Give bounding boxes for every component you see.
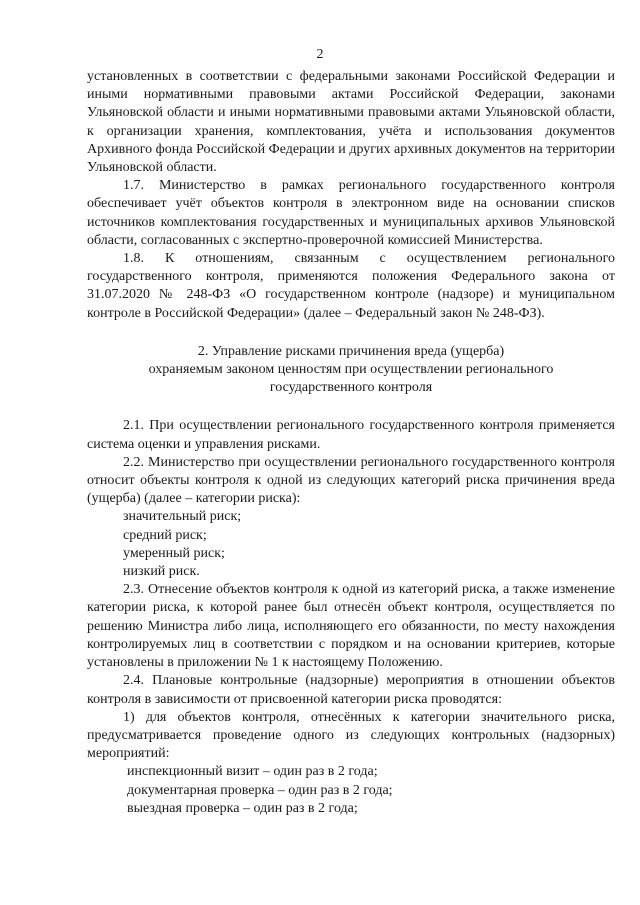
- section-heading-line-2: охраняемым законом ценностям при осуществлении регионального: [148, 362, 554, 378]
- paragraph-2-2: 2.2. Министерство при осуществлении регионального государственного контроля относит объекты контроля к одной из следующих категорий риска причинения вреда (ущерба) (далее – категории риска):: [87, 454, 615, 507]
- risk-level-item: низкий риск.: [123, 564, 200, 580]
- event-item: документарная проверка – один раз в 2 года;: [127, 782, 393, 798]
- section-heading-line-3: государственного контроля: [269, 380, 433, 396]
- paragraph-2-3: 2.3. Отнесение объектов контроля к одной из категорий риска, а также изменение категории риска, к которой ранее был отнесён объект контроля, осуществляется по решению Министра либо лица, исполняющего его обязанности, по месту нахождения контролируемых лиц в соответствии с порядком и на основании критериев, которые установлены в приложении № 1 к настоящему Положению.: [87, 582, 615, 671]
- page-number: 2: [316, 47, 324, 62]
- paragraph-intro: установленных в соответствии с федеральными законами Российской Федерации и иными нормативными правовыми актами Российской Федерации, законами Ульяновской области и иными нормативными правовыми актами Ульяновской области, к организации хранения, комплектования, учёта и использования документов Архивного фонда Российской Федерации и других архивных документов на территории Ульяновской области.: [87, 69, 615, 176]
- event-item: инспекционный визит – один раз в 2 года;: [127, 764, 378, 780]
- section-heading: [87, 343, 615, 398]
- paragraph-2-1: 2.1. При осуществлении регионального государственного контроля применяется система оценки и управления рисками.: [87, 418, 615, 452]
- event-item: выездная проверка – один раз в 2 года;: [127, 800, 358, 816]
- section-heading-line-1: 2. Управление рисками причинения вреда (ущерба): [197, 343, 505, 359]
- document-body: [87, 68, 615, 818]
- risk-level-item: средний риск;: [123, 527, 207, 543]
- risk-level-item: умеренный риск;: [123, 545, 225, 561]
- paragraph-1-8: 1.8. К отношениям, связанным с осуществлением регионального государственного контроля, применяются положения Федерального закона от 31.07.2020 № 248-ФЗ «О государственном контроле (надзоре) и муниципальном контроле в Российской Федерации» (далее – Федеральный закон № 248-ФЗ).: [87, 251, 615, 321]
- paragraph-2-4-1: 1) для объектов контроля, отнесённых к категории значительного риска, предусматривается проведение одного из следующих контрольных (надзорных) мероприятий:: [87, 709, 615, 762]
- paragraph-2-4: 2.4. Плановые контрольные (надзорные) мероприятия в отношении объектов контроля в зависимости от присвоенной категории риска проводятся:: [87, 673, 615, 707]
- paragraph-1-7: 1.7. Министерство в рамках регионального государственного контроля обеспечивает учёт объектов контроля в электронном виде на основании списков источников комплектования государственных и муниципальных архивов Ульяновской области, согласованных с экспертно-проверочной комиссией Министерства.: [87, 178, 615, 248]
- risk-level-item: значительный риск;: [123, 509, 242, 525]
